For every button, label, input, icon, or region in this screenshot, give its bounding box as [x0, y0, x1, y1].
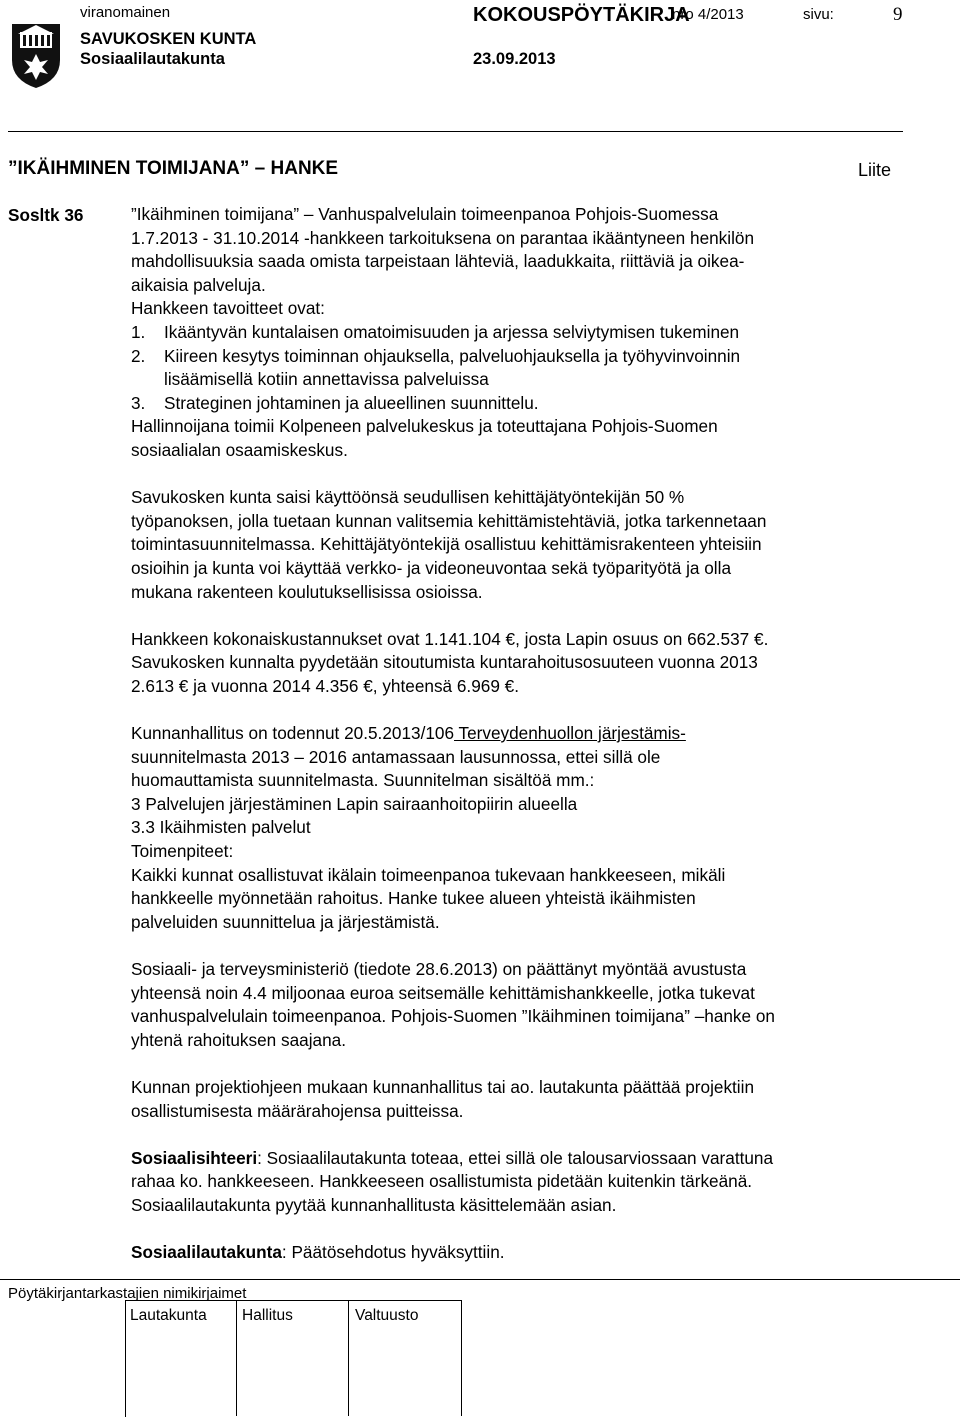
costs-paragraph	[131, 628, 901, 699]
text-line: suunnitelmasta 2013 – 2016 antamassaan lausunnossa, ettei sillä ole	[131, 746, 661, 767]
signature-box-divider	[461, 1300, 462, 1416]
document-body	[131, 203, 901, 1265]
page-label: sivu:	[803, 6, 834, 23]
decision-label: Sosiaalilautakunta	[131, 1242, 282, 1263]
text-line: toimintasuunnitelmassa. Kehittäjätyöntekijä osallistuu kehittämisrakenteen yhteisiin	[131, 534, 762, 555]
text-line	[131, 722, 901, 746]
text-line: 2.613 € ja vuonna 2014 4.356 €, yhteensä 6.969 €.	[131, 675, 519, 696]
text-line: Savukosken kunta saisi käyttöönsä seudullisen kehittäjätyöntekijän 50 %	[131, 487, 685, 508]
meeting-date: 23.09.2013	[473, 50, 556, 68]
signature-column-lautakunta: Lautakunta	[130, 1307, 207, 1324]
goal-text: lisäämisellä kotiin annettavissa palveluissa	[164, 369, 489, 390]
text-line: Kunnan projektiohjeen mukaan kunnanhallitus tai ao. lautakunta päättää projektiin	[131, 1076, 755, 1097]
statement-reference: Kunnanhallitus on todennut 20.5.2013/106	[131, 723, 455, 744]
signature-column-valtuusto: Valtuusto	[355, 1307, 419, 1324]
goal-text: Kiireen kesytys toiminnan ohjauksella, palveluohjauksella ja työhyvinvoinnin	[164, 345, 741, 366]
text-line: Savukosken kunnalta pyydetään sitoutumista kuntarahoitusosuuteen vuonna 2013	[131, 652, 758, 673]
text-line: osioihin ja kunta voi käyttää verkko- ja videoneuvontaa sekä työparityötä ja olla	[131, 557, 732, 578]
text-line: 1.7.2013 - 31.10.2014 -hankkeen tarkoituksena on parantaa ikääntyneen henkilön	[131, 227, 755, 248]
attachment-label: Liite	[858, 160, 892, 180]
text-line: mahdollisuuksia saada omista tarpeistaan lähteviä, laadukkaita, riittäviä ja oikea-	[131, 251, 745, 272]
text-line	[131, 1147, 901, 1171]
municipality-name: SAVUKOSKEN KUNTA	[80, 30, 257, 48]
text-line: mukana rakenteen koulutuksellisissa osioissa.	[131, 581, 483, 602]
signature-box-divider	[348, 1300, 349, 1416]
secretary-label: Sosiaalisihteeri	[131, 1147, 258, 1168]
signature-column-hallitus: Hallitus	[242, 1307, 293, 1324]
signature-box-divider	[236, 1300, 237, 1416]
text-line: osallistumisesta määrärahojensa puitteissa.	[131, 1100, 464, 1121]
text-line: työpanoksen, jolla tuetaan kunnan valitsemia kehittämistehtäviä, jotka tarkennetaan	[131, 510, 767, 531]
board-name: Sosiaalilautakunta	[80, 50, 225, 68]
document-number: nro 4/2013	[672, 6, 744, 23]
text-line: 3 Palvelujen järjestäminen Lapin sairaanhoitopiirin alueella	[131, 793, 578, 814]
municipal-crest-icon	[10, 22, 62, 90]
text-line: Sosiaali- ja terveysministeriö (tiedote 28.6.2013) on päättänyt myöntää avustusta	[131, 959, 747, 979]
decision-paragraph	[131, 1241, 901, 1265]
text-line: 3.3 Ikäihmisten palvelut	[131, 817, 311, 838]
text-line: Sosiaalilautakunta pyytää kunnanhallitusta käsittelemään asian.	[131, 1194, 617, 1215]
section-code: Sosltk 36	[8, 205, 84, 225]
goal-number: 1.	[131, 321, 146, 342]
header-divider	[8, 131, 903, 132]
goal-number: 3.	[131, 392, 146, 413]
decision-text: : Päätösehdotus hyväksyttiin.	[281, 1242, 505, 1263]
text-line: huomauttamista suunnitelmasta. Suunnitelman sisältöä mm.:	[131, 770, 595, 791]
text-line: Hankkeen tavoitteet ovat:	[131, 298, 325, 319]
project-guideline-paragraph	[131, 1076, 901, 1123]
footer-divider	[0, 1279, 960, 1280]
goal-item	[131, 392, 901, 416]
intro-paragraph	[131, 203, 901, 321]
text-line: ”Ikäihminen toimijana” – Vanhuspalvelulain toimeenpanoa Pohjois-Suomessa	[131, 204, 719, 224]
text-line: Toimenpiteet:	[131, 841, 234, 862]
text-line: sosiaalialan osaamiskeskus.	[131, 439, 348, 460]
goal-item	[131, 321, 901, 345]
text-line: Kaikki kunnat osallistuvat ikälain toimeenpanoa tukevaan hankkeeseen, mikäli	[131, 864, 726, 885]
goals-list	[131, 321, 901, 415]
section-title: ”IKÄIHMINEN TOIMIJANA” – HANKE	[8, 158, 339, 179]
text-line: yhteensä noin 4.4 miljoonaa euroa seitsemälle kehittämishankkeelle, jotka tukevat	[131, 982, 755, 1003]
goal-number: 2.	[131, 345, 146, 366]
municipality-paragraph	[131, 486, 901, 604]
text-line: Hallinnoijana toimii Kolpeneen palvelukeskus ja toteuttajana Pohjois-Suomen	[131, 416, 718, 437]
text-line: vanhuspalvelulain toimeenpanoa. Pohjois-Suomen ”Ikäihminen toimijana” –hanke on	[131, 1006, 775, 1027]
goal-text: Strateginen johtaminen ja alueellinen suunnittelu.	[164, 392, 539, 413]
text-line: yhtenä rahoituksen saajana.	[131, 1029, 346, 1050]
ministry-paragraph	[131, 958, 901, 1052]
board-statement-paragraph	[131, 722, 901, 934]
document-title: KOKOUSPÖYTÄKIRJA	[473, 4, 690, 26]
text-line: rahaa ko. hankkeeseen. Hankkeeseen osallistumista pidetään kuitenkin tärkeänä.	[131, 1171, 753, 1192]
text-line: palveluiden suunnittelua ja järjestämistä.	[131, 911, 440, 932]
goal-item	[131, 345, 901, 392]
text-line: Hankkeen kokonaiskustannukset ovat 1.141.104 €, josta Lapin osuus on 662.537 €.	[131, 628, 769, 649]
page-number: 9	[893, 4, 903, 25]
goal-text: Ikääntyvän kuntalaisen omatoimisuuden ja arjessa selviytymisen tukeminen	[164, 321, 740, 342]
signatures-label: Pöytäkirjantarkastajien nimikirjaimet	[8, 1285, 247, 1302]
secretary-paragraph	[131, 1147, 901, 1218]
admin-paragraph	[131, 415, 901, 462]
secretary-text: : Sosiaalilautakunta toteaa, ettei sillä ole talousarviossaan varattuna	[257, 1147, 774, 1168]
text-line: aikaisia palveluja.	[131, 274, 266, 295]
header-role: viranomainen	[80, 4, 171, 21]
statement-subject: Terveydenhuollon järjestämis-	[454, 723, 686, 744]
text-line: hankkeelle myönnetään rahoitus. Hanke tukee alueen yhteistä ikäihmisten	[131, 888, 696, 909]
